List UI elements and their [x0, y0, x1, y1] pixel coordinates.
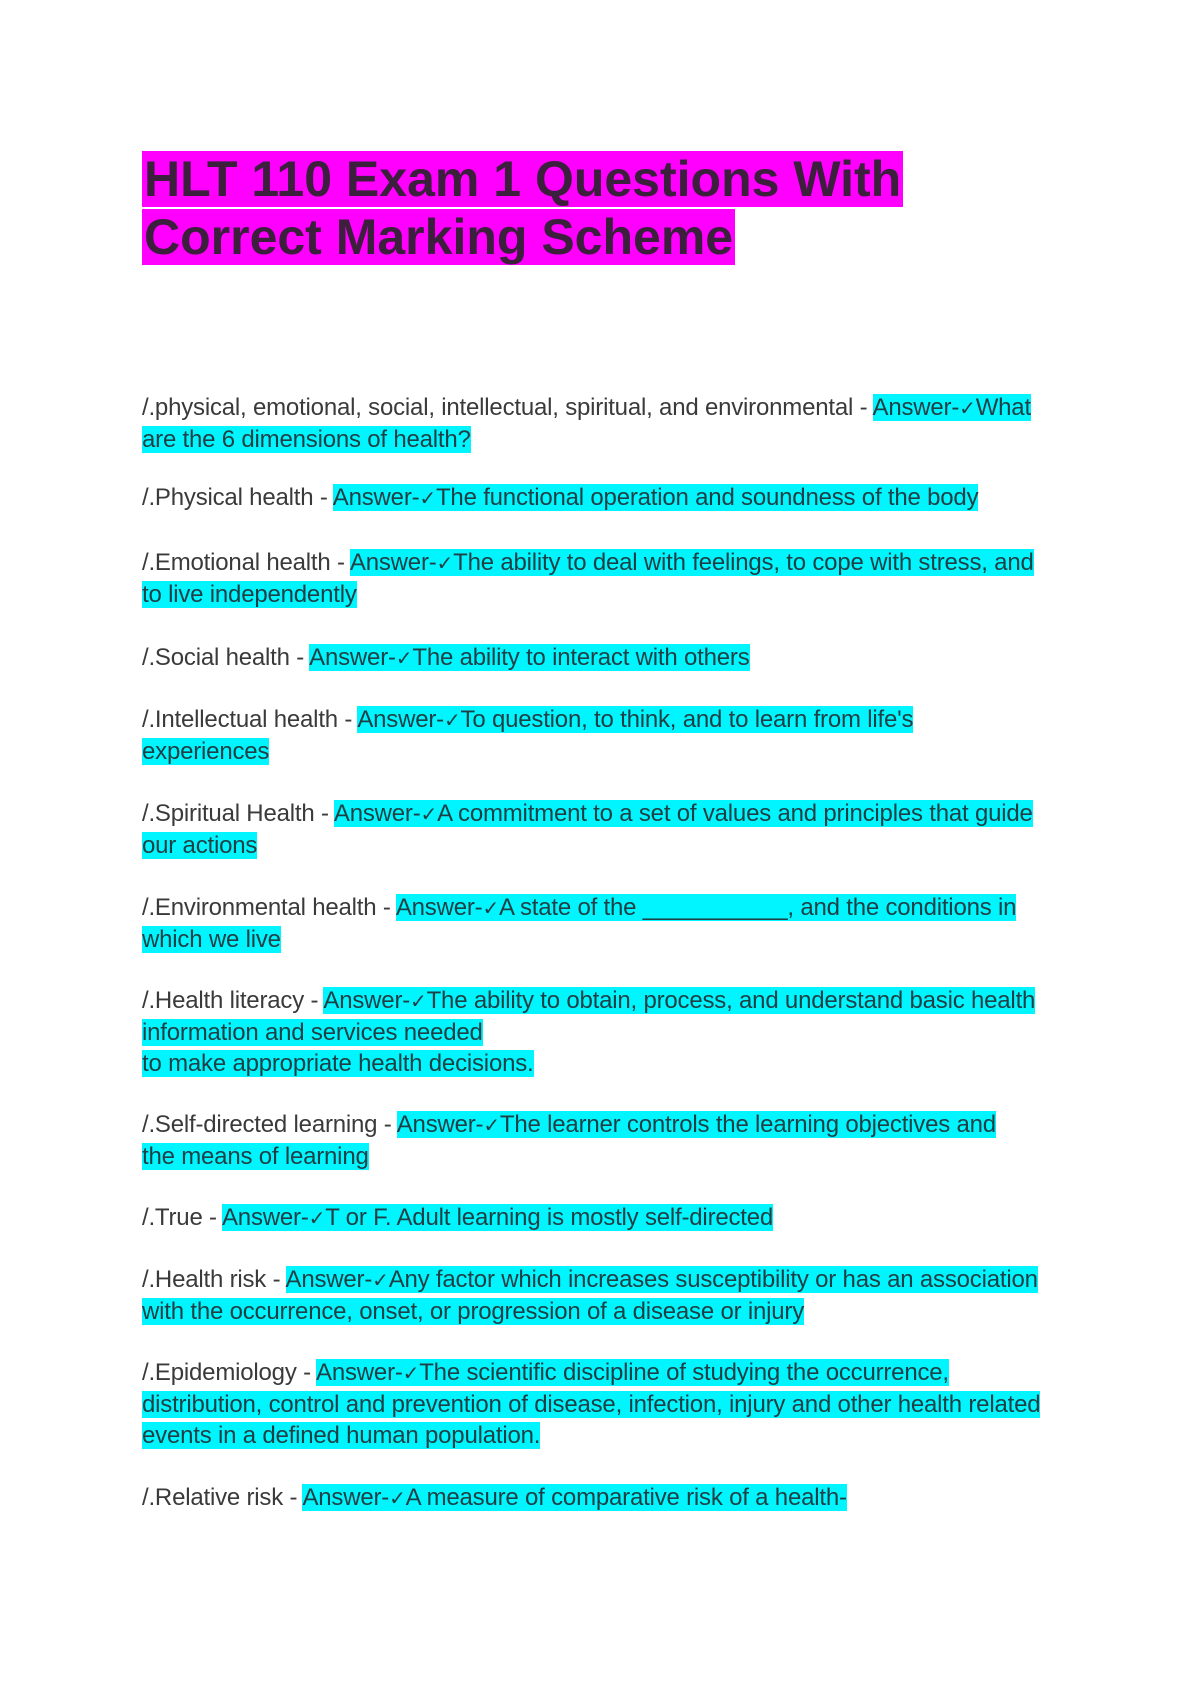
check-icon: ✓ — [443, 708, 461, 732]
answer-prefix: Answer- — [332, 484, 420, 511]
qa-answer-line2: to make appropriate health decisions. — [142, 1050, 534, 1077]
qa-answer — [333, 484, 979, 511]
qa-term: /.Environmental health - — [142, 894, 396, 921]
answer-text: A measure of comparative risk of a health- — [405, 1484, 847, 1511]
check-icon: ✓ — [482, 896, 499, 920]
check-icon: ✓ — [483, 1113, 500, 1137]
answer-prefix: Answer- — [333, 800, 421, 827]
qa-item — [142, 1357, 1052, 1451]
check-icon: ✓ — [402, 1361, 420, 1385]
check-icon: ✓ — [410, 989, 427, 1013]
answer-prefix: Answer- — [357, 706, 444, 733]
answer-text: A state of the ___________, and the conditions in which we live — [142, 894, 1017, 953]
check-icon: ✓ — [389, 1486, 406, 1510]
answer-text: The ability to deal with feelings, to cope with stress, and to live independently — [142, 549, 1034, 608]
check-icon: ✓ — [308, 1206, 326, 1230]
qa-answer — [302, 1484, 846, 1511]
answer-prefix: Answer- — [872, 394, 960, 421]
answer-prefix: Answer- — [222, 1204, 309, 1231]
answer-text: The functional operation and soundness of the body — [435, 484, 979, 511]
check-icon: ✓ — [372, 1268, 389, 1292]
answer-prefix: Answer- — [396, 1111, 484, 1138]
qa-answer-line2-wrap — [142, 1048, 1052, 1079]
qa-term: /.Spiritual Health - — [142, 800, 334, 827]
qa-term: /.Physical health - — [142, 484, 333, 511]
check-icon: ✓ — [959, 396, 976, 420]
qa-item — [142, 1109, 1012, 1172]
answer-prefix: Answer- — [323, 987, 411, 1014]
qa-term: /.Intellectual health - — [142, 706, 358, 733]
qa-item — [142, 1264, 1052, 1327]
qa-item — [142, 1202, 1052, 1234]
qa-item — [142, 985, 1052, 1079]
qa-term: /.Self-directed learning - — [142, 1111, 397, 1138]
qa-item — [142, 892, 1022, 955]
answer-text: To question, to think, and to learn from life's experiences — [142, 706, 914, 765]
qa-term: /.Social health - — [142, 644, 310, 671]
qa-item — [142, 547, 1052, 610]
qa-term: /.Relative risk - — [142, 1484, 303, 1511]
answer-text: T or F. Adult learning is mostly self-directed — [325, 1204, 774, 1231]
qa-answer — [222, 1204, 773, 1231]
qa-item — [142, 392, 1052, 455]
qa-item — [142, 482, 1052, 514]
answer-text: The learner controls the learning objectives and the means of learning — [142, 1111, 996, 1170]
answer-prefix: Answer- — [309, 644, 396, 671]
qa-term: /.True - — [142, 1204, 222, 1231]
title-highlight: HLT 110 Exam 1 Questions With Correct Marking Scheme — [144, 151, 902, 265]
answer-text: The ability to interact with others — [412, 644, 750, 671]
answer-text: A commitment to a set of values and principles that guide our actions — [142, 800, 1033, 859]
document-title — [142, 150, 902, 266]
answer-text: The ability to obtain, process, and understand basic health information and services needed — [142, 987, 1036, 1046]
answer-text: What are the 6 dimensions of health? — [142, 394, 1031, 453]
check-icon: ✓ — [420, 802, 438, 826]
check-icon: ✓ — [395, 646, 413, 670]
answer-prefix: Answer- — [285, 1266, 373, 1293]
answer-text: Any factor which increases susceptibility or has an association with the occurrence, onset, or progression of a disease or injury — [142, 1266, 1038, 1325]
answer-prefix: Answer- — [349, 549, 437, 576]
qa-item — [142, 1482, 1052, 1514]
answer-prefix: Answer- — [302, 1484, 390, 1511]
qa-term: /.physical, emotional, social, intellectual, spiritual, and environmental - — [142, 394, 873, 421]
qa-term: /.Emotional health - — [142, 549, 350, 576]
qa-item — [142, 798, 1052, 861]
qa-term: /.Health risk - — [142, 1266, 286, 1293]
answer-prefix: Answer- — [395, 894, 483, 921]
qa-term: /.Epidemiology - — [142, 1359, 317, 1386]
qa-item — [142, 704, 942, 767]
qa-term: /.Health literacy - — [142, 987, 324, 1014]
check-icon: ✓ — [419, 486, 436, 510]
qa-item — [142, 642, 1052, 674]
answer-prefix: Answer- — [316, 1359, 403, 1386]
check-icon: ✓ — [436, 551, 454, 575]
qa-answer — [309, 644, 749, 671]
answer-text: The scientific discipline of studying the occurrence, distribution, control and prevention of disease, infection, injury and other health related events in a defined human population. — [142, 1359, 1041, 1449]
